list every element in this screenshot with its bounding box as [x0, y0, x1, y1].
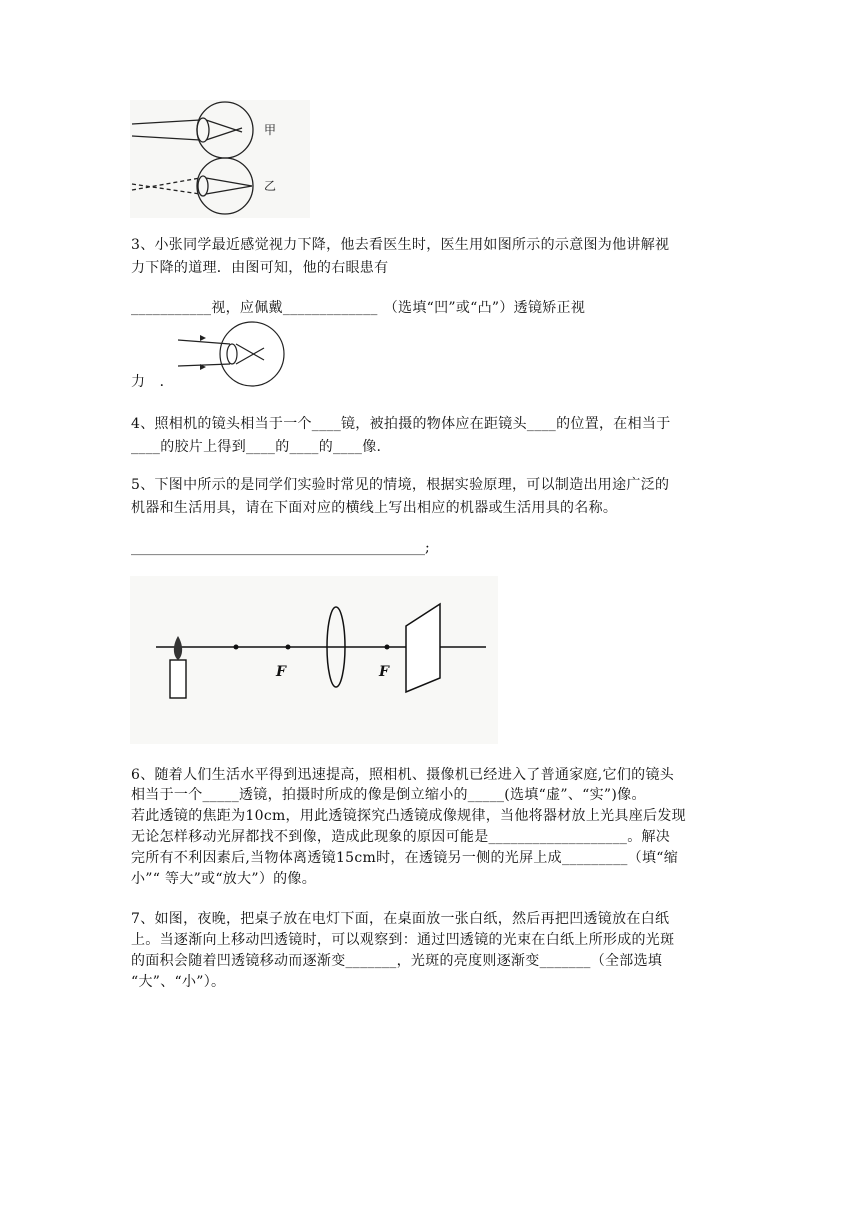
q3-line2: 力下降的道理．由图可知，他的右眼患有 [131, 260, 389, 276]
eyeball [220, 322, 284, 386]
q3-blank-2[interactable]: _____________ [282, 300, 378, 316]
focal-label-left: F [276, 664, 286, 680]
q3-end: 力 ． [131, 374, 174, 390]
q7-line4: “大”、“小”）。 [131, 974, 226, 990]
focal-point-right [385, 645, 390, 650]
q6-line3: 若此透镜的焦距为10cm，用此透镜探究凸透镜成像规律，当他将器材放上光具座后发现 [131, 808, 686, 824]
eye-jia-label: 甲 [264, 123, 277, 137]
q3-tail-text: （选填“凹”或“凸”）透镜矫正视 [383, 300, 586, 316]
q6-line2: 相当于一个_____透镜，拍摄时所成的像是倒立缩小的_____(选填“虚”、“实”)像。 [131, 787, 646, 803]
q7-line1: 7、如图，夜晚，把桌子放在电灯下面，在桌面放一张白纸，然后再把凹透镜放在白纸 [131, 911, 670, 927]
q7-line3: 的面积会随着凹透镜移动而逐渐变_______，光斑的亮度则逐渐变_______（全部选填 [131, 953, 663, 969]
optical-bench-figure [130, 576, 498, 744]
q3-mid-text: 视，应佩戴 [211, 300, 283, 316]
eye-diagram-figure [130, 100, 310, 218]
focal-point-left [286, 645, 291, 650]
q6-line5: 完所有不利因素后,当物体离透镜15cm时，在透镜另一侧的光屏上成_________（填“缩 [131, 850, 679, 866]
q4-line1: 4、照相机的镜头相当于一个____镜，被拍摄的物体应在距镜头____的位置，在相当于 [131, 416, 671, 432]
axis-point-2f [234, 645, 239, 650]
q6-line1: 6、随着人们生活水平得到迅速提高，照相机、摄像机已经进入了普通家庭,它们的镜头 [131, 767, 675, 783]
focal-label-right: F [379, 664, 389, 680]
eye-lens [227, 344, 237, 364]
single-eye-figure [178, 320, 288, 390]
q3-blank-1[interactable]: ___________ [131, 300, 212, 316]
q7-line2: 上。当逐渐向上移动凹透镜时，可以观察到：通过凹透镜的光束在白纸上所形成的光斑 [131, 932, 675, 948]
q5-answer-blank[interactable]: __________________________________________; [131, 540, 430, 556]
q6-line6: 小”“ 等大”或“放大”）的像。 [131, 871, 317, 887]
eye-yi-label: 乙 [264, 179, 277, 193]
q3-line1: 3、小张同学最近感觉视力下降，他去看医生时，医生用如图所示的示意图为他讲解视 [131, 237, 670, 253]
candle [170, 660, 186, 698]
q5-line2: 机器和生活用具，请在下面对应的横线上写出相应的机器或生活用具的名称。 [131, 500, 618, 516]
q5-line1: 5、下图中所示的是同学们实验时常见的情境，根据实验原理，可以制造出用途广泛的 [131, 477, 670, 493]
q6-line4: 无论怎样移动光屏都找不到像，造成此现象的原因可能是___________________。解决 [131, 829, 671, 845]
q4-line2: ____的胶片上得到____的____的____像. [131, 439, 382, 455]
q3-line3 [131, 297, 585, 319]
